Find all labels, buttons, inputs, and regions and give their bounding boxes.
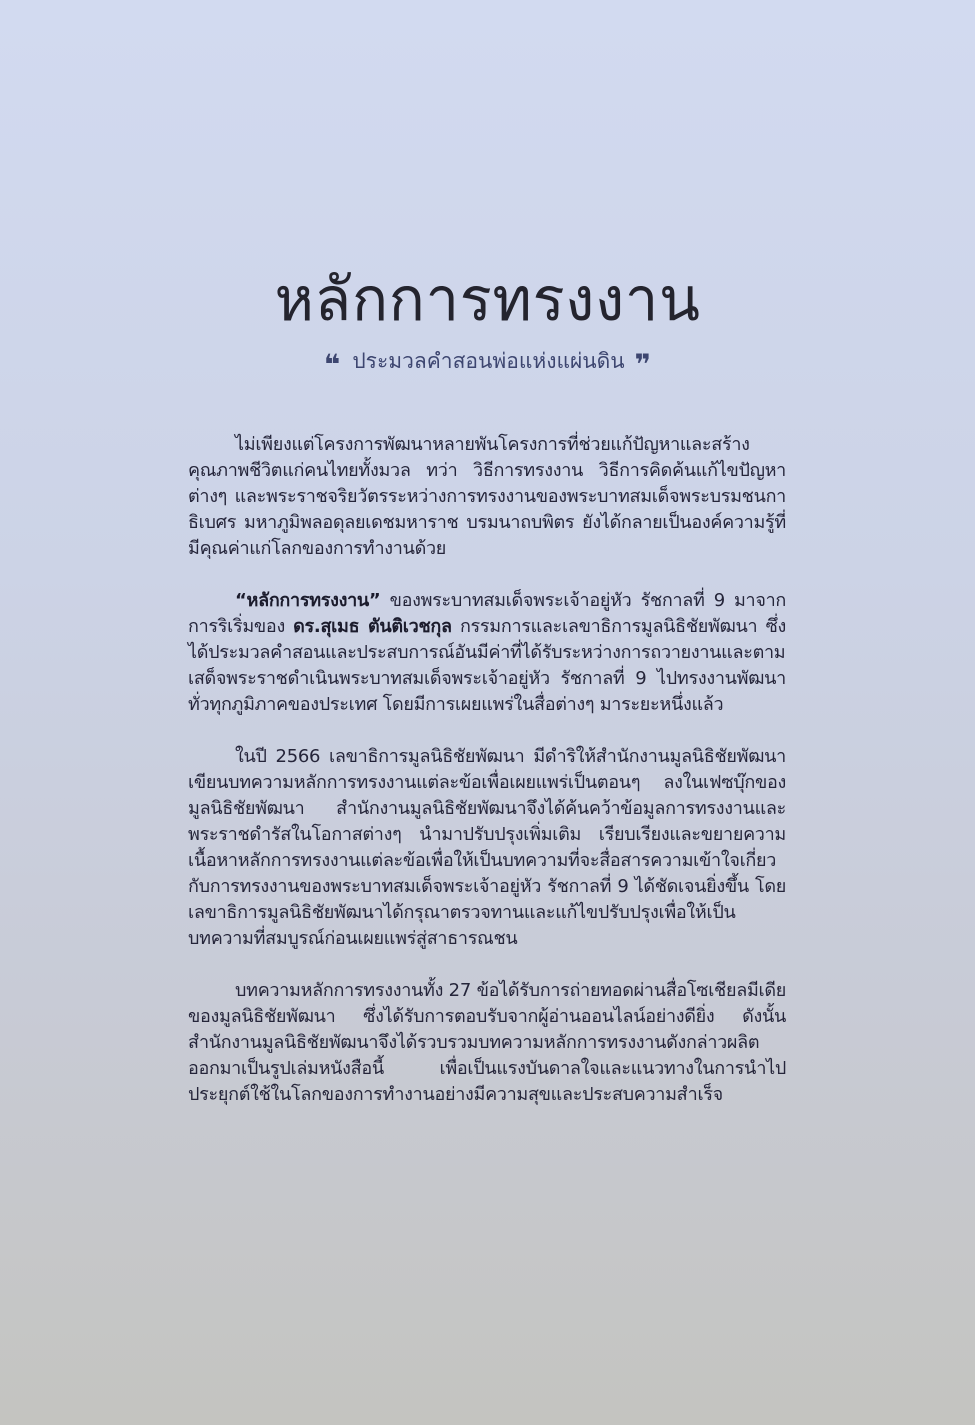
subtitle-text: ประมวลคำสอนพ่อแห่งแผ่นดิน: [352, 349, 625, 373]
page-title: หลักการทรงงาน: [274, 265, 701, 335]
paragraph-2: [188, 588, 786, 718]
bold-name: ดร.สุเมธ ตันติเวชกุล: [293, 616, 452, 637]
paragraph-3: ในปี 2566 เลขาธิการมูลนิธิชัยพัฒนา มีดำริให้สำนักงานมูลนิธิชัยพัฒนาเขียนบทความหลักการทรงงานแต่ละข้อเพื่อเผยแพร่เป็นตอนๆ ลงในเฟซบุ๊กของมูลนิธิชัยพัฒนา สำนักงานมูลนิธิชัยพัฒนาจึงได้ค้นคว้าข้อมูลการทรงงานและพระราชดำรัสในโอกาสต่างๆ นำมาปรับปรุงเพิ่มเติม เรียบเรียงและขยายความเนื้อหาหลักการทรงงานแต่ละข้อเพื่อให้เป็นบทความที่จะสื่อสารความเข้าใจเกี่ยวกับการทรงงานของพระบาทสมเด็จพระเจ้าอยู่หัว รัชกาลที่ 9 ได้ชัดเจนยิ่งขึ้น โดยเลขาธิการมูลนิธิชัยพัฒนาได้กรุณาตรวจทานและแก้ไขปรับปรุงเพื่อให้เป็นบทความที่สมบูรณ์ก่อนเผยแพร่สู่สาธารณชน: [188, 746, 786, 949]
close-quote-icon: ❞: [634, 348, 652, 381]
paragraph-4: บทความหลักการทรงงานทั้ง 27 ข้อได้รับการถ่ายทอดผ่านสื่อโซเชียลมีเดียของมูลนิธิชัยพัฒนา ซึ่งได้รับการตอบรับจากผู้อ่านออนไลน์อย่างดียิ่ง ดังนั้น สำนักงานมูลนิธิชัยพัฒนาจึงได้รวบรวมบทความหลักการทรงงานดังกล่าวผลิตออกมาเป็นรูปเล่มหนังสือนี้ เพื่อเป็นแรงบันดาลใจและแนวทางในการนำไปประยุกต์ใช้ในโลกของการทำงานอย่างมีความสุขและประสบความสำเร็จ: [188, 980, 786, 1105]
paragraph-2-text-1: ของพระบาทสมเด็จพระเจ้าอยู่หัว รัชกาลที่ 9 มาจากการริเริ่มของ: [188, 590, 786, 637]
open-quote-icon: ❝: [323, 348, 341, 381]
page-subtitle: [0, 345, 975, 381]
bold-term: “หลักการทรงงาน”: [235, 590, 381, 611]
paragraph-1: ไม่เพียงแต่โครงการพัฒนาหลายพันโครงการที่ช่วยแก้ปัญหาและสร้างคุณภาพชีวิตแก่คนไทยทั้งมวล ทว่า วิธีการทรงงาน วิธีการคิดค้นแก้ไขปัญหาต่างๆ และพระราชจริยวัตรระหว่างการทรงงานของพระบาทสมเด็จพระบรมชนกาธิเบศร มหาภูมิพลอดุลยเดชมหาราช บรมนาถบพิตร ยังได้กลายเป็นองค์ความรู้ที่มีคุณค่าแก่โลกของการทำงานด้วย: [188, 434, 786, 559]
body-text: [188, 432, 786, 1134]
paragraph-2-text-2: กรรมการและเลขาธิการมูลนิธิชัยพัฒนา ซึ่งได้ประมวลคำสอนและประสบการณ์อันมีค่าที่ได้รับระหว่างการถวายงานและตามเสด็จพระราชดำเนินพระบาทสมเด็จพระเจ้าอยู่หัว รัชกาลที่ 9 ไปทรงงานพัฒนาทั่วทุกภูมิภาคของประเทศ โดยมีการเผยแพร่ในสื่อต่างๆ มาระยะหนึ่งแล้ว: [188, 616, 786, 715]
